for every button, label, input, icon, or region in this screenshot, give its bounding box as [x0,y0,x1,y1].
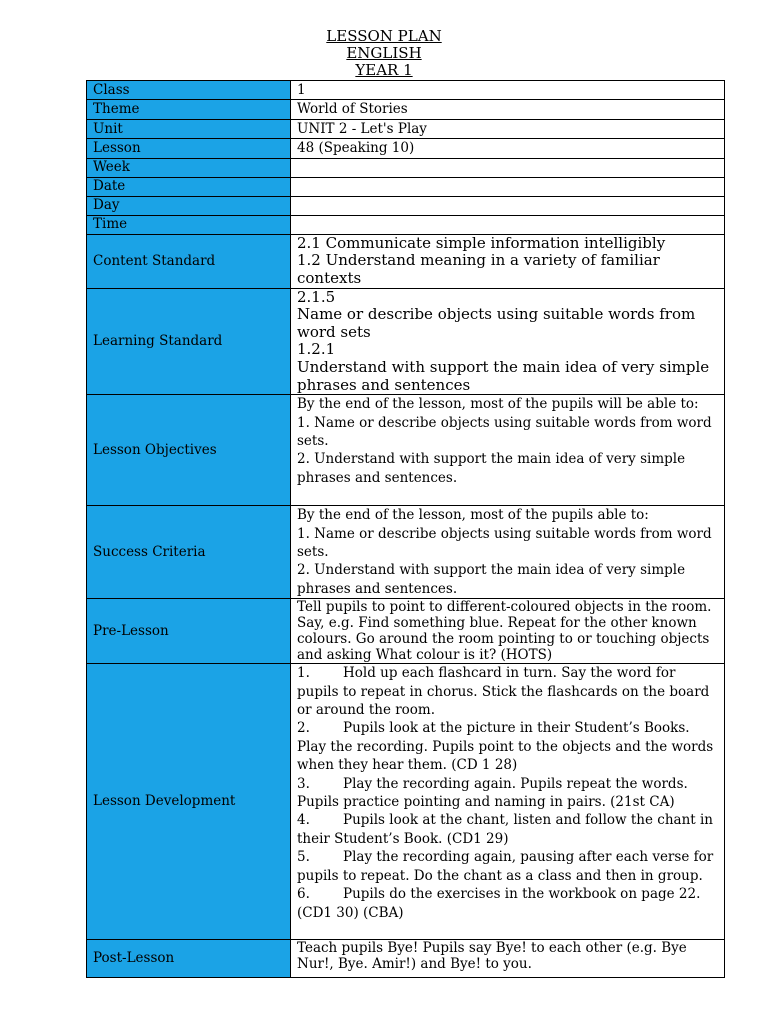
development-step [297,811,718,848]
title-lesson-plan: LESSON PLAN [326,27,442,45]
row-lesson [87,139,725,158]
row-post-lesson [87,940,725,978]
development-step [297,885,718,922]
label-lesson-development: Lesson Development [87,664,291,940]
label-date: Date [87,177,291,196]
step-text: Pupils look at the chant, listen and follow the chant in their Student’s Book. (CD1 29) [297,812,713,847]
title-year: YEAR 1 [355,61,413,79]
step-text: Hold up each flashcard in turn. Say the word for pupils to repeat in chorus. Stick the flashcards on the board or around the room. [297,665,710,719]
row-success-criteria [87,506,725,599]
criteria-line: 1. Name or describe objects using suitable words from word sets. [297,525,712,560]
value-lesson: 48 (Speaking 10) [291,139,725,158]
value-pre-lesson: Tell pupils to point to different-coloured objects in the room. Say, e.g. Find something blue. Repeat for the other known colours. Go around the room pointing to or touching objects and asking What colour is it? (HOTS) [291,599,725,664]
row-theme [87,100,725,119]
learning-standard-line: Name or describe objects using suitable words from word sets [297,305,696,341]
content-standard-line: 1.2 Understand meaning in a variety of familiar contexts [297,251,660,287]
row-class [87,81,725,100]
document-header [0,28,768,79]
label-time: Time [87,215,291,234]
step-number: 1. [297,665,310,682]
row-day [87,196,725,215]
value-theme: World of Stories [291,100,725,119]
label-unit: Unit [87,119,291,138]
label-lesson-objectives: Lesson Objectives [87,395,291,506]
step-text: Pupils look at the picture in their Student’s Books. Play the recording. Pupils point to the objects and the words when they hear them. (CD 1 28) [297,720,714,774]
step-text: Play the recording again. Pupils repeat the words. Pupils practice pointing and naming in pairs. (21st CA) [297,775,688,811]
row-learning-standard [87,288,725,395]
value-lesson-objectives [291,395,725,506]
value-content-standard [291,234,725,288]
step-number: 4. [297,812,310,829]
learning-standard-line: 1.2.1 [297,340,336,359]
row-time [87,215,725,234]
content-standard-line: 2.1 Communicate simple information intelligibly [297,233,666,252]
objective-line: 1. Name or describe objects using suitable words from word sets. [297,414,712,449]
label-content-standard: Content Standard [87,234,291,288]
development-step [297,775,718,812]
objective-line: By the end of the lesson, most of the pupils will be able to: [297,396,699,413]
step-number: 6. [297,886,310,903]
value-class: 1 [291,81,725,100]
row-content-standard [87,234,725,288]
step-number: 2. [297,720,310,737]
value-week [291,158,725,177]
title-subject: ENGLISH [346,44,422,62]
objective-line: 2. Understand with support the main idea of very simple phrases and sentences. [297,451,686,486]
row-lesson-objectives [87,395,725,506]
row-pre-lesson [87,599,725,664]
label-learning-standard: Learning Standard [87,288,291,395]
value-date [291,177,725,196]
value-post-lesson: Teach pupils Bye! Pupils say Bye! to each other (e.g. Bye Nur!, Bye. Amir!) and Bye! to you. [291,940,725,978]
development-step [297,719,718,774]
label-success-criteria: Success Criteria [87,506,291,599]
label-theme: Theme [87,100,291,119]
step-text: Play the recording again, pausing after each verse for pupils to repeat. Do the chant as a class and then in group. [297,849,714,884]
development-step [297,848,718,885]
criteria-line: 2. Understand with support the main idea of very simple phrases and sentences. [297,562,686,597]
step-number: 5. [297,849,310,866]
row-week [87,158,725,177]
row-date [87,177,725,196]
label-week: Week [87,158,291,177]
criteria-line: By the end of the lesson, most of the pupils able to: [297,507,649,524]
learning-standard-line: Understand with support the main idea of very simple phrases and sentences [297,358,710,394]
row-unit [87,119,725,138]
label-post-lesson: Post-Lesson [87,940,291,978]
value-time [291,215,725,234]
label-class: Class [87,81,291,100]
label-pre-lesson: Pre-Lesson [87,599,291,664]
learning-standard-line: 2.1.5 [297,287,336,306]
value-unit: UNIT 2 - Let's Play [291,119,725,138]
step-text: Pupils do the exercises in the workbook on page 22. (CD1 30) (CBA) [297,886,701,921]
step-number: 3. [297,775,310,792]
label-lesson: Lesson [87,139,291,158]
label-day: Day [87,196,291,215]
value-learning-standard [291,288,725,395]
development-step [297,664,718,719]
lesson-plan-table [86,80,725,978]
value-day [291,196,725,215]
row-lesson-development [87,664,725,940]
value-lesson-development [291,664,725,940]
value-success-criteria [291,506,725,599]
